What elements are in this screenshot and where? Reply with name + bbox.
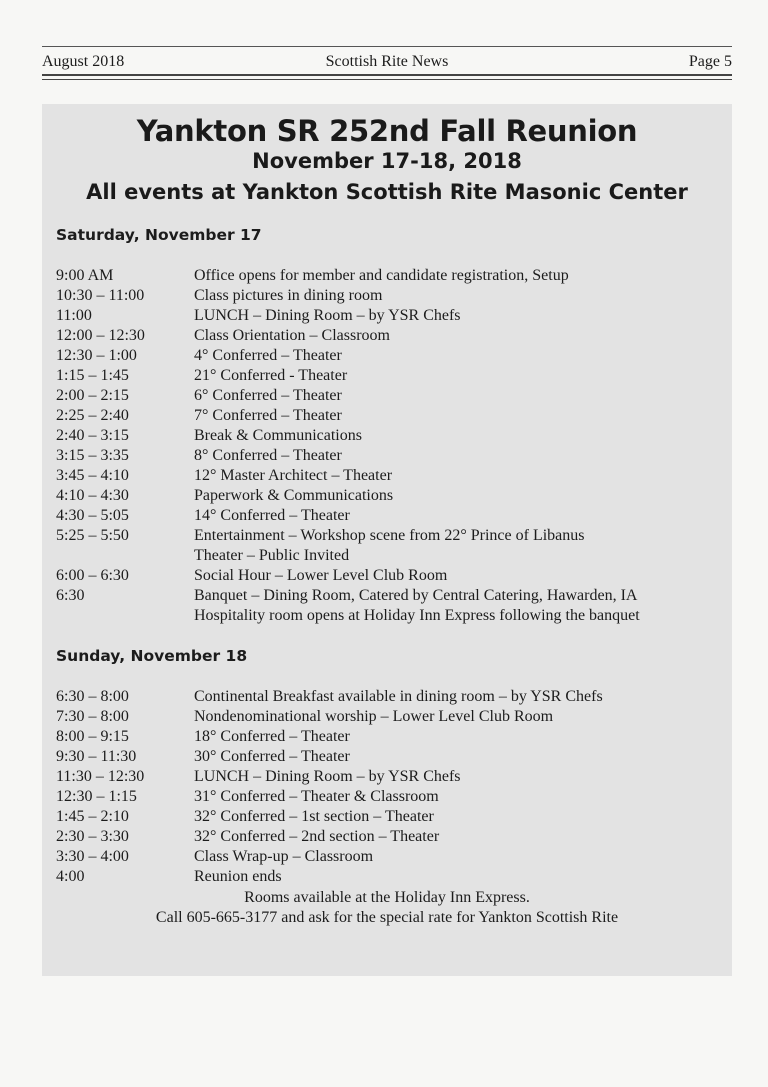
schedule-row — [56, 767, 726, 787]
schedule-event-line: 14° Conferred – Theater — [194, 507, 350, 524]
schedule-time: 4:00 — [56, 868, 85, 885]
reunion-schedule-panel — [42, 104, 732, 976]
schedule-event-line: Class Wrap-up – Classroom — [194, 848, 374, 865]
schedule-event-line: Reunion ends — [194, 868, 282, 885]
schedule-row — [56, 446, 726, 466]
schedule-event — [194, 807, 724, 827]
schedule-time: 4:10 – 4:30 — [56, 487, 129, 504]
saturday-heading: Saturday, November 17 — [56, 226, 262, 244]
schedule-event — [194, 346, 724, 366]
schedule-row — [56, 807, 726, 827]
schedule-row — [56, 566, 726, 586]
schedule-time: 2:30 – 3:30 — [56, 828, 129, 845]
sunday-schedule — [56, 687, 726, 887]
closing-note-phone: Call 605-665-3177 and ask for the special rate for Yankton Scottish Rite — [155, 909, 619, 926]
schedule-row — [56, 506, 726, 526]
schedule-event-line: Hospitality room opens at Holiday Inn Express following the banquet — [194, 607, 640, 624]
schedule-event — [194, 847, 724, 867]
schedule-row — [56, 787, 726, 807]
issue-date: August 2018 — [42, 53, 125, 70]
schedule-event — [194, 526, 724, 566]
schedule-time: 6:00 – 6:30 — [56, 567, 129, 584]
schedule-event — [194, 486, 724, 506]
schedule-time: 5:25 – 5:50 — [56, 527, 129, 544]
schedule-event — [194, 426, 724, 446]
schedule-row — [56, 386, 726, 406]
schedule-event — [194, 687, 724, 707]
schedule-row — [56, 286, 726, 306]
schedule-event — [194, 566, 724, 586]
schedule-row — [56, 486, 726, 506]
schedule-event-line: Office opens for member and candidate registration, Setup — [194, 267, 569, 284]
schedule-event-line: 31° Conferred – Theater & Classroom — [194, 788, 439, 805]
schedule-time: 3:15 – 3:35 — [56, 447, 129, 464]
schedule-event — [194, 446, 724, 466]
event-title: Yankton SR 252nd Fall Reunion — [136, 114, 638, 148]
schedule-event-line: 12° Master Architect – Theater — [194, 467, 393, 484]
schedule-time: 6:30 — [56, 587, 85, 604]
schedule-event-line: Theater – Public Invited — [194, 547, 350, 564]
schedule-event-line: LUNCH – Dining Room – by YSR Chefs — [194, 768, 461, 785]
schedule-event-line: Banquet – Dining Room, Catered by Central Catering, Hawarden, IA — [194, 587, 638, 604]
schedule-event-line: LUNCH – Dining Room – by YSR Chefs — [194, 307, 461, 324]
header-rule-thick — [42, 74, 732, 76]
schedule-event-line: Nondenominational worship – Lower Level Club Room — [194, 708, 554, 725]
schedule-row — [56, 346, 726, 366]
schedule-row — [56, 526, 726, 566]
schedule-event-line: 30° Conferred – Theater — [194, 748, 350, 765]
schedule-time: 1:45 – 2:10 — [56, 808, 129, 825]
schedule-row — [56, 747, 726, 767]
schedule-event — [194, 867, 724, 887]
schedule-row — [56, 827, 726, 847]
schedule-time: 3:30 – 4:00 — [56, 848, 129, 865]
schedule-event — [194, 747, 724, 767]
schedule-event — [194, 326, 724, 346]
schedule-event-line: 6° Conferred – Theater — [194, 387, 342, 404]
schedule-time: 8:00 – 9:15 — [56, 728, 129, 745]
schedule-time: 6:30 – 8:00 — [56, 688, 129, 705]
schedule-event — [194, 286, 724, 306]
schedule-event-line: 18° Conferred – Theater — [194, 728, 350, 745]
schedule-event — [194, 787, 724, 807]
schedule-event — [194, 266, 724, 286]
schedule-event — [194, 586, 724, 626]
schedule-time: 12:30 – 1:15 — [56, 788, 137, 805]
schedule-time: 1:15 – 1:45 — [56, 367, 129, 384]
page-header — [42, 46, 732, 75]
event-location: All events at Yankton Scottish Rite Masonic Center — [86, 180, 688, 204]
schedule-time: 2:25 – 2:40 — [56, 407, 129, 424]
schedule-event-line: 32° Conferred – 2nd section – Theater — [194, 828, 440, 845]
schedule-event-line: 4° Conferred – Theater — [194, 347, 342, 364]
schedule-event-line: 21° Conferred - Theater — [194, 367, 348, 384]
schedule-row — [56, 847, 726, 867]
page-number: Page 5 — [688, 53, 732, 70]
schedule-event — [194, 466, 724, 486]
schedule-event — [194, 707, 724, 727]
schedule-time: 10:30 – 11:00 — [56, 287, 145, 304]
schedule-event-line: Break & Communications — [194, 427, 362, 444]
schedule-time: 11:00 — [56, 307, 92, 324]
schedule-time: 2:00 – 2:15 — [56, 387, 129, 404]
header-rule-thin — [42, 79, 732, 80]
schedule-event — [194, 827, 724, 847]
schedule-event — [194, 366, 724, 386]
schedule-event-line: Paperwork & Communications — [194, 487, 394, 504]
schedule-event-line: Continental Breakfast available in dining room – by YSR Chefs — [194, 688, 603, 705]
schedule-row — [56, 687, 726, 707]
event-dates: November 17-18, 2018 — [252, 149, 522, 173]
schedule-row — [56, 727, 726, 747]
saturday-schedule — [56, 266, 726, 626]
sunday-heading: Sunday, November 18 — [56, 647, 248, 665]
schedule-row — [56, 867, 726, 887]
schedule-event-line: 32° Conferred – 1st section – Theater — [194, 808, 434, 825]
schedule-event — [194, 767, 724, 787]
schedule-event — [194, 727, 724, 747]
schedule-row — [56, 406, 726, 426]
schedule-row — [56, 707, 726, 727]
schedule-time: 12:30 – 1:00 — [56, 347, 137, 364]
schedule-time: 9:30 – 11:30 — [56, 748, 137, 765]
schedule-event-line: 7° Conferred – Theater — [194, 407, 342, 424]
schedule-event — [194, 406, 724, 426]
schedule-event — [194, 506, 724, 526]
schedule-event-line: Entertainment – Workshop scene from 22° Prince of Libanus — [194, 527, 585, 544]
schedule-row — [56, 426, 726, 446]
closing-note-rooms: Rooms available at the Holiday Inn Express. — [244, 889, 530, 906]
schedule-row — [56, 586, 726, 626]
schedule-time: 2:40 – 3:15 — [56, 427, 129, 444]
schedule-event — [194, 386, 724, 406]
schedule-row — [56, 466, 726, 486]
schedule-row — [56, 366, 726, 386]
schedule-event — [194, 306, 724, 326]
schedule-time: 4:30 – 5:05 — [56, 507, 129, 524]
schedule-time: 12:00 – 12:30 — [56, 327, 145, 344]
schedule-time: 9:00 AM — [56, 267, 114, 284]
schedule-time: 7:30 – 8:00 — [56, 708, 129, 725]
schedule-event-line: Social Hour – Lower Level Club Room — [194, 567, 448, 584]
schedule-time: 11:30 – 12:30 — [56, 768, 145, 785]
schedule-time: 3:45 – 4:10 — [56, 467, 129, 484]
schedule-row — [56, 266, 726, 286]
publication-name: Scottish Rite News — [325, 53, 449, 70]
schedule-row — [56, 306, 726, 326]
schedule-event-line: Class pictures in dining room — [194, 287, 383, 304]
schedule-event-line: 8° Conferred – Theater — [194, 447, 342, 464]
schedule-row — [56, 326, 726, 346]
schedule-event-line: Class Orientation – Classroom — [194, 327, 390, 344]
